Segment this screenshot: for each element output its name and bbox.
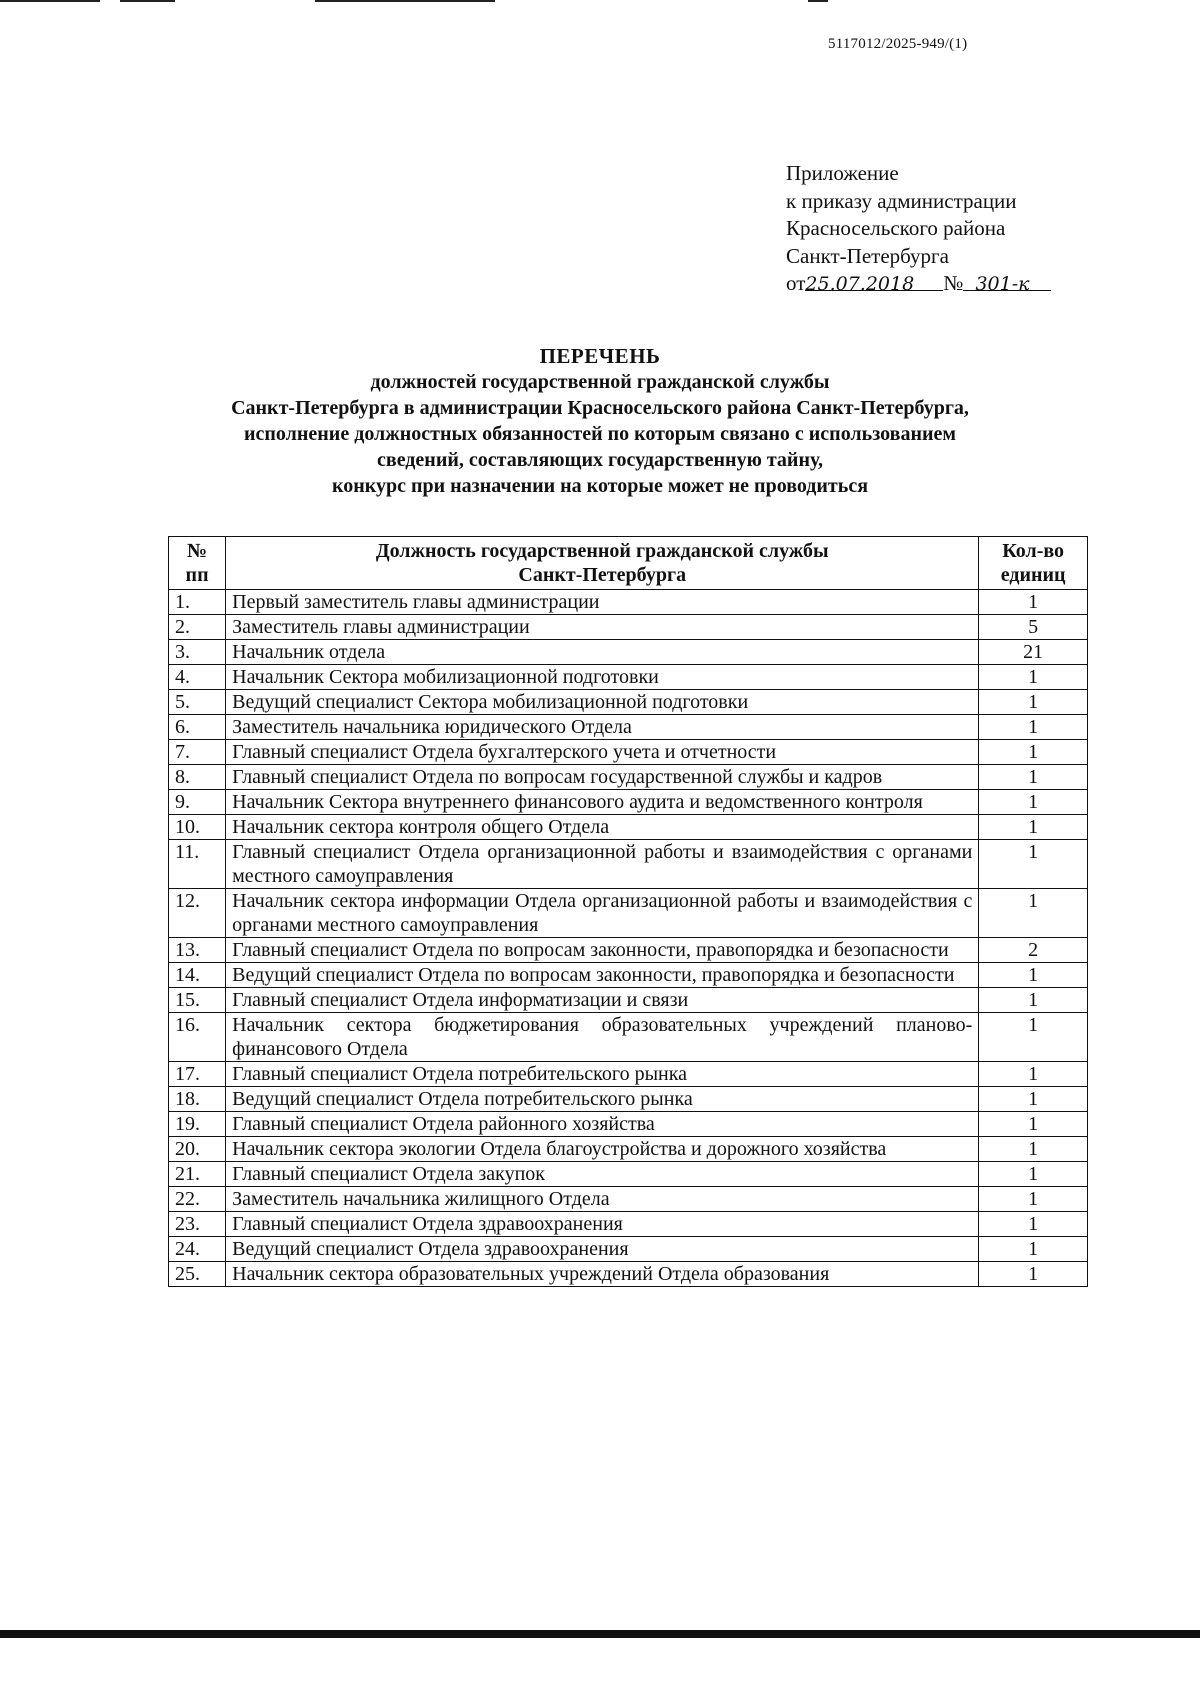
row-position: Ведущий специалист Сектора мобилизационной подготовки — [226, 690, 979, 715]
table-row — [169, 963, 1088, 988]
row-number: 9. — [169, 790, 226, 815]
header-quantity-line: Кол-во — [1002, 540, 1065, 562]
appendix-line: к приказу администрации — [786, 188, 1017, 213]
row-position: Ведущий специалист Отдела здравоохранения — [226, 1237, 979, 1262]
row-quantity: 1 — [979, 1237, 1088, 1262]
title-line: исполнение должностных обязанностей по которым связано с использованием — [244, 423, 956, 445]
table-row — [169, 889, 1088, 938]
row-number: 15. — [169, 988, 226, 1013]
row-quantity: 1 — [979, 840, 1088, 889]
table-row — [169, 1112, 1088, 1137]
row-quantity: 1 — [979, 889, 1088, 938]
row-number: 2. — [169, 615, 226, 640]
row-number: 16. — [169, 1013, 226, 1062]
document-title — [0, 343, 1200, 499]
row-quantity: 1 — [979, 590, 1088, 615]
table-row — [169, 1187, 1088, 1212]
row-number: 24. — [169, 1237, 226, 1262]
row-quantity: 1 — [979, 1062, 1088, 1087]
header-position-line: Должность государственной гражданской службы — [375, 540, 829, 562]
row-quantity: 1 — [979, 790, 1088, 815]
row-number: 21. — [169, 1162, 226, 1187]
table-row — [169, 840, 1088, 889]
row-quantity: 1 — [979, 1212, 1088, 1237]
positions-table — [168, 536, 1088, 1287]
header-quantity-line: единиц — [1000, 564, 1066, 586]
row-number: 7. — [169, 740, 226, 765]
appendix-line: Приложение — [786, 161, 899, 185]
table-row — [169, 1137, 1088, 1162]
row-quantity: 21 — [979, 640, 1088, 665]
row-number: 4. — [169, 665, 226, 690]
row-position: Главный специалист Отдела информатизации и связи — [226, 988, 979, 1013]
row-position: Ведущий специалист Отдела потребительского рынка — [226, 1087, 979, 1112]
table-body — [169, 590, 1088, 1287]
number-prefix: № — [943, 271, 964, 295]
row-number: 25. — [169, 1262, 226, 1287]
date-field — [805, 270, 943, 295]
row-position: Главный специалист Отдела здравоохранения — [226, 1212, 979, 1237]
handwritten-order-number: 301-к — [975, 273, 1030, 295]
header-quantity — [979, 537, 1088, 590]
row-quantity: 1 — [979, 740, 1088, 765]
row-quantity: 1 — [979, 1137, 1088, 1162]
row-number: 13. — [169, 938, 226, 963]
table-row — [169, 1087, 1088, 1112]
row-position: Главный специалист Отдела по вопросам государственной службы и кадров — [226, 765, 979, 790]
row-position: Главный специалист Отдела организационной работы и взаимодействия с органами местного самоуправления — [226, 840, 979, 889]
scan-artifact-top — [315, 0, 495, 2]
row-position: Главный специалист Отдела бухгалтерского учета и отчетности — [226, 740, 979, 765]
row-position: Главный специалист Отдела закупок — [226, 1162, 979, 1187]
title-line: Санкт-Петербурга в администрации Красносельского района Санкт-Петербурга, — [231, 397, 969, 419]
row-quantity: 5 — [979, 615, 1088, 640]
title-line: конкурс при назначении на которые может не проводиться — [331, 475, 869, 497]
row-number: 22. — [169, 1187, 226, 1212]
header-position-line: Санкт-Петербурга — [518, 564, 687, 586]
table-row — [169, 640, 1088, 665]
table-row — [169, 715, 1088, 740]
row-position: Заместитель начальника юридического Отдела — [226, 715, 979, 740]
row-position: Главный специалист Отдела по вопросам законности, правопорядка и безопасности — [226, 938, 979, 963]
row-position: Главный специалист Отдела потребительского рынка — [226, 1062, 979, 1087]
row-number: 17. — [169, 1062, 226, 1087]
row-quantity: 2 — [979, 938, 1088, 963]
row-quantity: 1 — [979, 1013, 1088, 1062]
header-number — [169, 537, 226, 590]
row-quantity: 1 — [979, 988, 1088, 1013]
row-quantity: 1 — [979, 690, 1088, 715]
order-number-field — [963, 270, 1051, 295]
scan-artifact-top — [808, 0, 828, 2]
date-prefix: от — [786, 271, 806, 295]
title-line: должностей государственной гражданской службы — [370, 371, 830, 393]
row-position: Начальник Сектора внутреннего финансового аудита и ведомственного контроля — [226, 790, 979, 815]
table-row — [169, 615, 1088, 640]
row-quantity: 1 — [979, 1162, 1088, 1187]
table-row — [169, 590, 1088, 615]
row-number: 1. — [169, 590, 226, 615]
scan-artifact-bottom — [0, 1630, 1200, 1638]
row-position: Начальник сектора информации Отдела организационной работы и взаимодействия с органами местного самоуправления — [226, 889, 979, 938]
appendix-line: Красносельского района — [786, 216, 1006, 240]
row-number: 8. — [169, 765, 226, 790]
table-row — [169, 1162, 1088, 1187]
row-number: 11. — [169, 840, 226, 889]
row-position: Ведущий специалист Отдела по вопросам законности, правопорядка и безопасности — [226, 963, 979, 988]
table-row — [169, 790, 1088, 815]
row-quantity: 1 — [979, 665, 1088, 690]
header-position — [226, 537, 979, 590]
row-quantity: 1 — [979, 1187, 1088, 1212]
row-position: Начальник сектора образовательных учреждений Отдела образования — [226, 1262, 979, 1287]
row-number: 12. — [169, 889, 226, 938]
table-row — [169, 1262, 1088, 1287]
row-quantity: 1 — [979, 1262, 1088, 1287]
scan-artifact-top — [120, 0, 175, 2]
appendix-block — [786, 160, 1051, 298]
table-row — [169, 938, 1088, 963]
row-position: Начальник сектора контроля общего Отдела — [226, 815, 979, 840]
row-quantity: 1 — [979, 1112, 1088, 1137]
appendix-line: Санкт-Петербурга — [786, 243, 949, 268]
row-number: 14. — [169, 963, 226, 988]
row-number: 20. — [169, 1137, 226, 1162]
row-number: 23. — [169, 1212, 226, 1237]
row-quantity: 1 — [979, 815, 1088, 840]
table-row — [169, 765, 1088, 790]
title-main: ПЕРЕЧЕНЬ — [539, 344, 661, 368]
appendix-date-line — [786, 270, 1051, 298]
row-number: 6. — [169, 715, 226, 740]
row-number: 18. — [169, 1087, 226, 1112]
row-quantity: 1 — [979, 715, 1088, 740]
table-row — [169, 988, 1088, 1013]
row-number: 3. — [169, 640, 226, 665]
table-row — [169, 815, 1088, 840]
row-quantity: 1 — [979, 963, 1088, 988]
table-row — [169, 690, 1088, 715]
row-number: 10. — [169, 815, 226, 840]
table-row — [169, 1013, 1088, 1062]
row-position: Первый заместитель главы администрации — [226, 590, 979, 615]
row-quantity: 1 — [979, 765, 1088, 790]
row-position: Главный специалист Отдела районного хозяйства — [226, 1112, 979, 1137]
table-header-row — [169, 537, 1088, 590]
table-row — [169, 740, 1088, 765]
row-position: Заместитель начальника жилищного Отдела — [226, 1187, 979, 1212]
document-registration-number: 5117012/2025-949/(1) — [828, 36, 968, 52]
row-number: 5. — [169, 690, 226, 715]
row-position: Начальник сектора экологии Отдела благоустройства и дорожного хозяйства — [226, 1137, 979, 1162]
table-row — [169, 1062, 1088, 1087]
row-position: Начальник Сектора мобилизационной подготовки — [226, 665, 979, 690]
table-row — [169, 1212, 1088, 1237]
row-position: Начальник отдела — [226, 640, 979, 665]
row-number: 19. — [169, 1112, 226, 1137]
header-number-line: пп — [185, 564, 209, 586]
scan-artifact-top — [0, 0, 100, 2]
row-position: Начальник сектора бюджетирования образовательных учреждений планово-финансового Отдела — [226, 1013, 979, 1062]
title-line: сведений, составляющих государственную тайну, — [377, 449, 823, 471]
header-number-line: № — [187, 540, 208, 562]
row-position: Заместитель главы администрации — [226, 615, 979, 640]
table-row — [169, 665, 1088, 690]
row-quantity: 1 — [979, 1087, 1088, 1112]
handwritten-date: 25.07.2018 — [805, 273, 915, 295]
table-row — [169, 1237, 1088, 1262]
